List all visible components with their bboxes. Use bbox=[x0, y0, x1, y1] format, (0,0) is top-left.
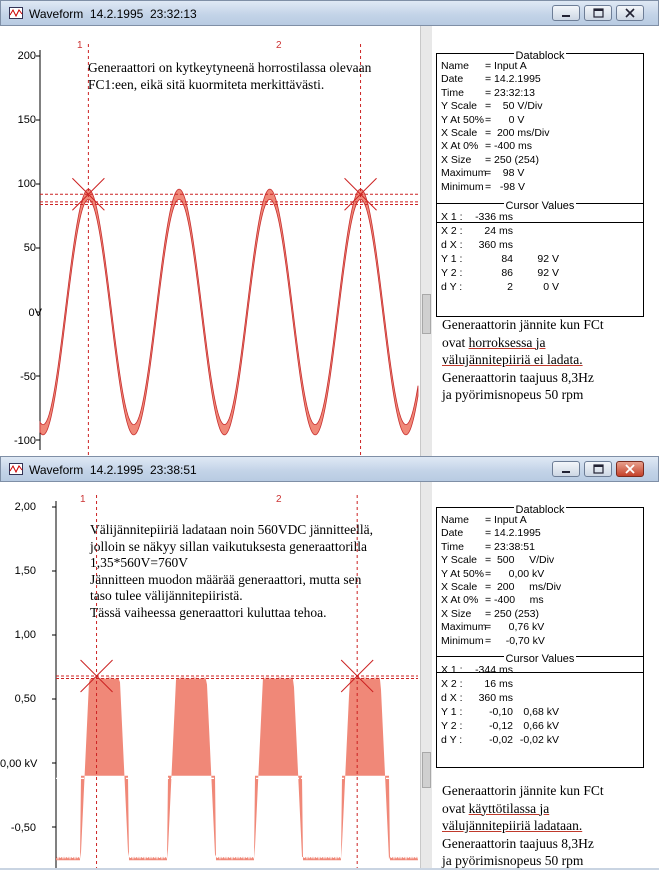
datablock-row: Date = 14.2.1995 bbox=[441, 527, 541, 540]
minimize-icon bbox=[553, 6, 579, 20]
maximize-button[interactable] bbox=[584, 461, 612, 477]
datablock-row: Minimum= -0,70 kV bbox=[441, 634, 545, 647]
cursor-values-title: Cursor Values bbox=[505, 653, 575, 665]
datablock-row: Minimum= -98 V bbox=[441, 180, 525, 193]
datablock-row: X Size = 250 (253) bbox=[441, 607, 539, 620]
scrollbar-thumb[interactable] bbox=[422, 294, 431, 334]
datablock-row: X At 0% = -400 ms bbox=[441, 594, 544, 607]
cursor-values-panel bbox=[436, 200, 644, 317]
maximize-button[interactable] bbox=[584, 5, 612, 21]
datablock-row: Date = 14.2.1995 bbox=[441, 73, 541, 86]
datablock-row: Maximum= 98 V bbox=[441, 167, 525, 180]
datablock-row: Name = Input A bbox=[441, 60, 527, 72]
datablock-row: Y Scale = 50 V/Div bbox=[441, 100, 543, 113]
scrollbar-thumb[interactable] bbox=[422, 752, 431, 788]
minimize-icon bbox=[553, 462, 579, 476]
annotation-line: Generaattorin taajuus 8,3Hz bbox=[442, 835, 594, 851]
cursor-row: Y 2 : -0,12 0,66 kV bbox=[441, 720, 559, 732]
datablock-row: Time = 23:32:13 bbox=[441, 86, 535, 99]
y-tick-label: 0,50 bbox=[14, 693, 36, 705]
annotation-text bbox=[442, 316, 647, 404]
cursor-2-label: 2 bbox=[276, 40, 282, 51]
datablock-row: Y Scale = 500 V/Div bbox=[441, 554, 555, 567]
datablock-row: Y At 50%= 0,00 kV bbox=[441, 567, 545, 580]
datablock-row: Maximum= 0,76 kV bbox=[441, 621, 545, 634]
minimize-button[interactable] bbox=[552, 461, 580, 477]
annotation-line: Generaattorin jännite kun FCt bbox=[442, 783, 604, 798]
annotation-line: ja pyörimisnopeus 50 rpm bbox=[442, 853, 584, 868]
window-client bbox=[0, 482, 659, 868]
cursor-row: d X : 360 ms bbox=[441, 692, 513, 704]
y-tick-label: 100 bbox=[17, 178, 36, 190]
cursor-row: Y 1 : 84 92 V bbox=[441, 253, 559, 265]
datablock-row: Name = Input A bbox=[441, 514, 527, 526]
datablock-title: Datablock bbox=[515, 504, 565, 516]
cursor-row: Y 1 : -0,10 0,68 kV bbox=[441, 706, 559, 718]
annotation-line: ovat käyttötilassa ja bbox=[442, 800, 550, 816]
cursor-row: X 2 : 16 ms bbox=[441, 678, 513, 690]
cursor-row: X 1 : -344 ms bbox=[441, 664, 513, 676]
close-button[interactable] bbox=[616, 461, 644, 477]
annotation-line: ja pyörimisnopeus 50 rpm bbox=[442, 387, 584, 402]
annotation-line: ovat horroksessa ja bbox=[442, 334, 546, 350]
cursor-2-label: 2 bbox=[276, 494, 282, 505]
vertical-scrollbar[interactable] bbox=[420, 482, 432, 868]
datablock-row: X Size = 250 (254) bbox=[441, 153, 539, 166]
datablock-row: X Scale = 200 ms/Div bbox=[441, 581, 562, 593]
cursor-row: d X : 360 ms bbox=[441, 239, 513, 251]
waveform-note: Generaattori on kytkeytyneenä horrostilassa olevaan FC1:een, eikä sitä kuormiteta merkittävästi. bbox=[88, 60, 372, 92]
y-tick-label: 150 bbox=[17, 114, 36, 126]
cursor-row: d Y : -0,02 -0,02 kV bbox=[441, 734, 559, 746]
cursor-row: X 2 : 24 ms bbox=[441, 225, 513, 237]
annotation-line: välujännitepiiriä ladataan. bbox=[442, 818, 583, 833]
datablock-row: Time = 23:38:51 bbox=[441, 540, 535, 553]
waveform-app-icon bbox=[9, 463, 23, 475]
datablock-row: X Scale = 200 ms/Div bbox=[441, 127, 550, 139]
cursor-values-title: Cursor Values bbox=[505, 200, 575, 212]
close-icon bbox=[617, 462, 643, 476]
cursor-row: Y 2 : 86 92 V bbox=[441, 267, 559, 279]
y-tick-label: 1,00 bbox=[14, 629, 36, 641]
vertical-scrollbar[interactable] bbox=[420, 26, 432, 456]
y-tick-label: 0,00 kV bbox=[0, 758, 38, 770]
maximize-icon bbox=[585, 462, 611, 476]
datablock-row: X At 0% = -400 ms bbox=[441, 140, 532, 153]
window-client bbox=[0, 26, 659, 456]
minimize-button[interactable] bbox=[552, 5, 580, 21]
y-tick-label: -50 bbox=[20, 371, 36, 383]
y-tick-label: 200 bbox=[17, 50, 36, 62]
y-tick-label: 2,00 bbox=[14, 501, 36, 513]
waveform-window-bottom bbox=[0, 456, 659, 868]
cursor-row: X 1 : -336 ms bbox=[441, 211, 513, 223]
close-button[interactable] bbox=[616, 5, 644, 21]
waveform-plot bbox=[0, 26, 420, 456]
title-bar[interactable] bbox=[0, 456, 659, 482]
window-title: Waveform 14.2.1995 23:32:13 bbox=[29, 7, 197, 21]
annotation-line: Generaattorin taajuus 8,3Hz bbox=[442, 369, 594, 385]
y-tick-label: -100 bbox=[13, 435, 36, 447]
datablock-title: Datablock bbox=[515, 50, 565, 62]
y-tick-label: 50 bbox=[23, 242, 36, 254]
waveform-note: Välijännitepiiriä ladataan noin 560VDC jännitteellä, jolloin se näkyy sillan vaikutuksesta generaattorilla 1,35*560V=760V Jännitteen muodon määrää generaattori, mutta sen taso tulee välijännitepiiristä. Tässä vaiheessa generaattori kuluttaa tehoa. bbox=[90, 522, 374, 620]
close-icon bbox=[617, 6, 643, 20]
annotation-line: välujännitepiiriä ei ladata. bbox=[442, 352, 583, 367]
annotation-line: Generaattorin jännite kun FCt bbox=[442, 317, 604, 332]
annotation-text bbox=[442, 782, 647, 870]
title-bar[interactable] bbox=[0, 0, 659, 26]
window-title: Waveform 14.2.1995 23:38:51 bbox=[29, 463, 197, 477]
waveform-plot bbox=[0, 482, 420, 868]
y-tick-label: -0,50 bbox=[10, 822, 36, 834]
cursor-values-panel bbox=[436, 653, 644, 768]
cursor-1-label: 1 bbox=[80, 494, 86, 505]
waveform-trace bbox=[40, 189, 418, 435]
waveform-fill bbox=[56, 676, 418, 860]
cursor-row: d Y : 2 0 V bbox=[441, 281, 559, 293]
y-tick-label: 0V bbox=[28, 307, 42, 319]
cursor-1-label: 1 bbox=[77, 40, 83, 51]
datablock-row: Y At 50%= 0 V bbox=[441, 113, 525, 126]
y-tick-label: 1,50 bbox=[14, 565, 36, 577]
waveform-app-icon bbox=[9, 7, 23, 19]
maximize-icon bbox=[585, 6, 611, 20]
